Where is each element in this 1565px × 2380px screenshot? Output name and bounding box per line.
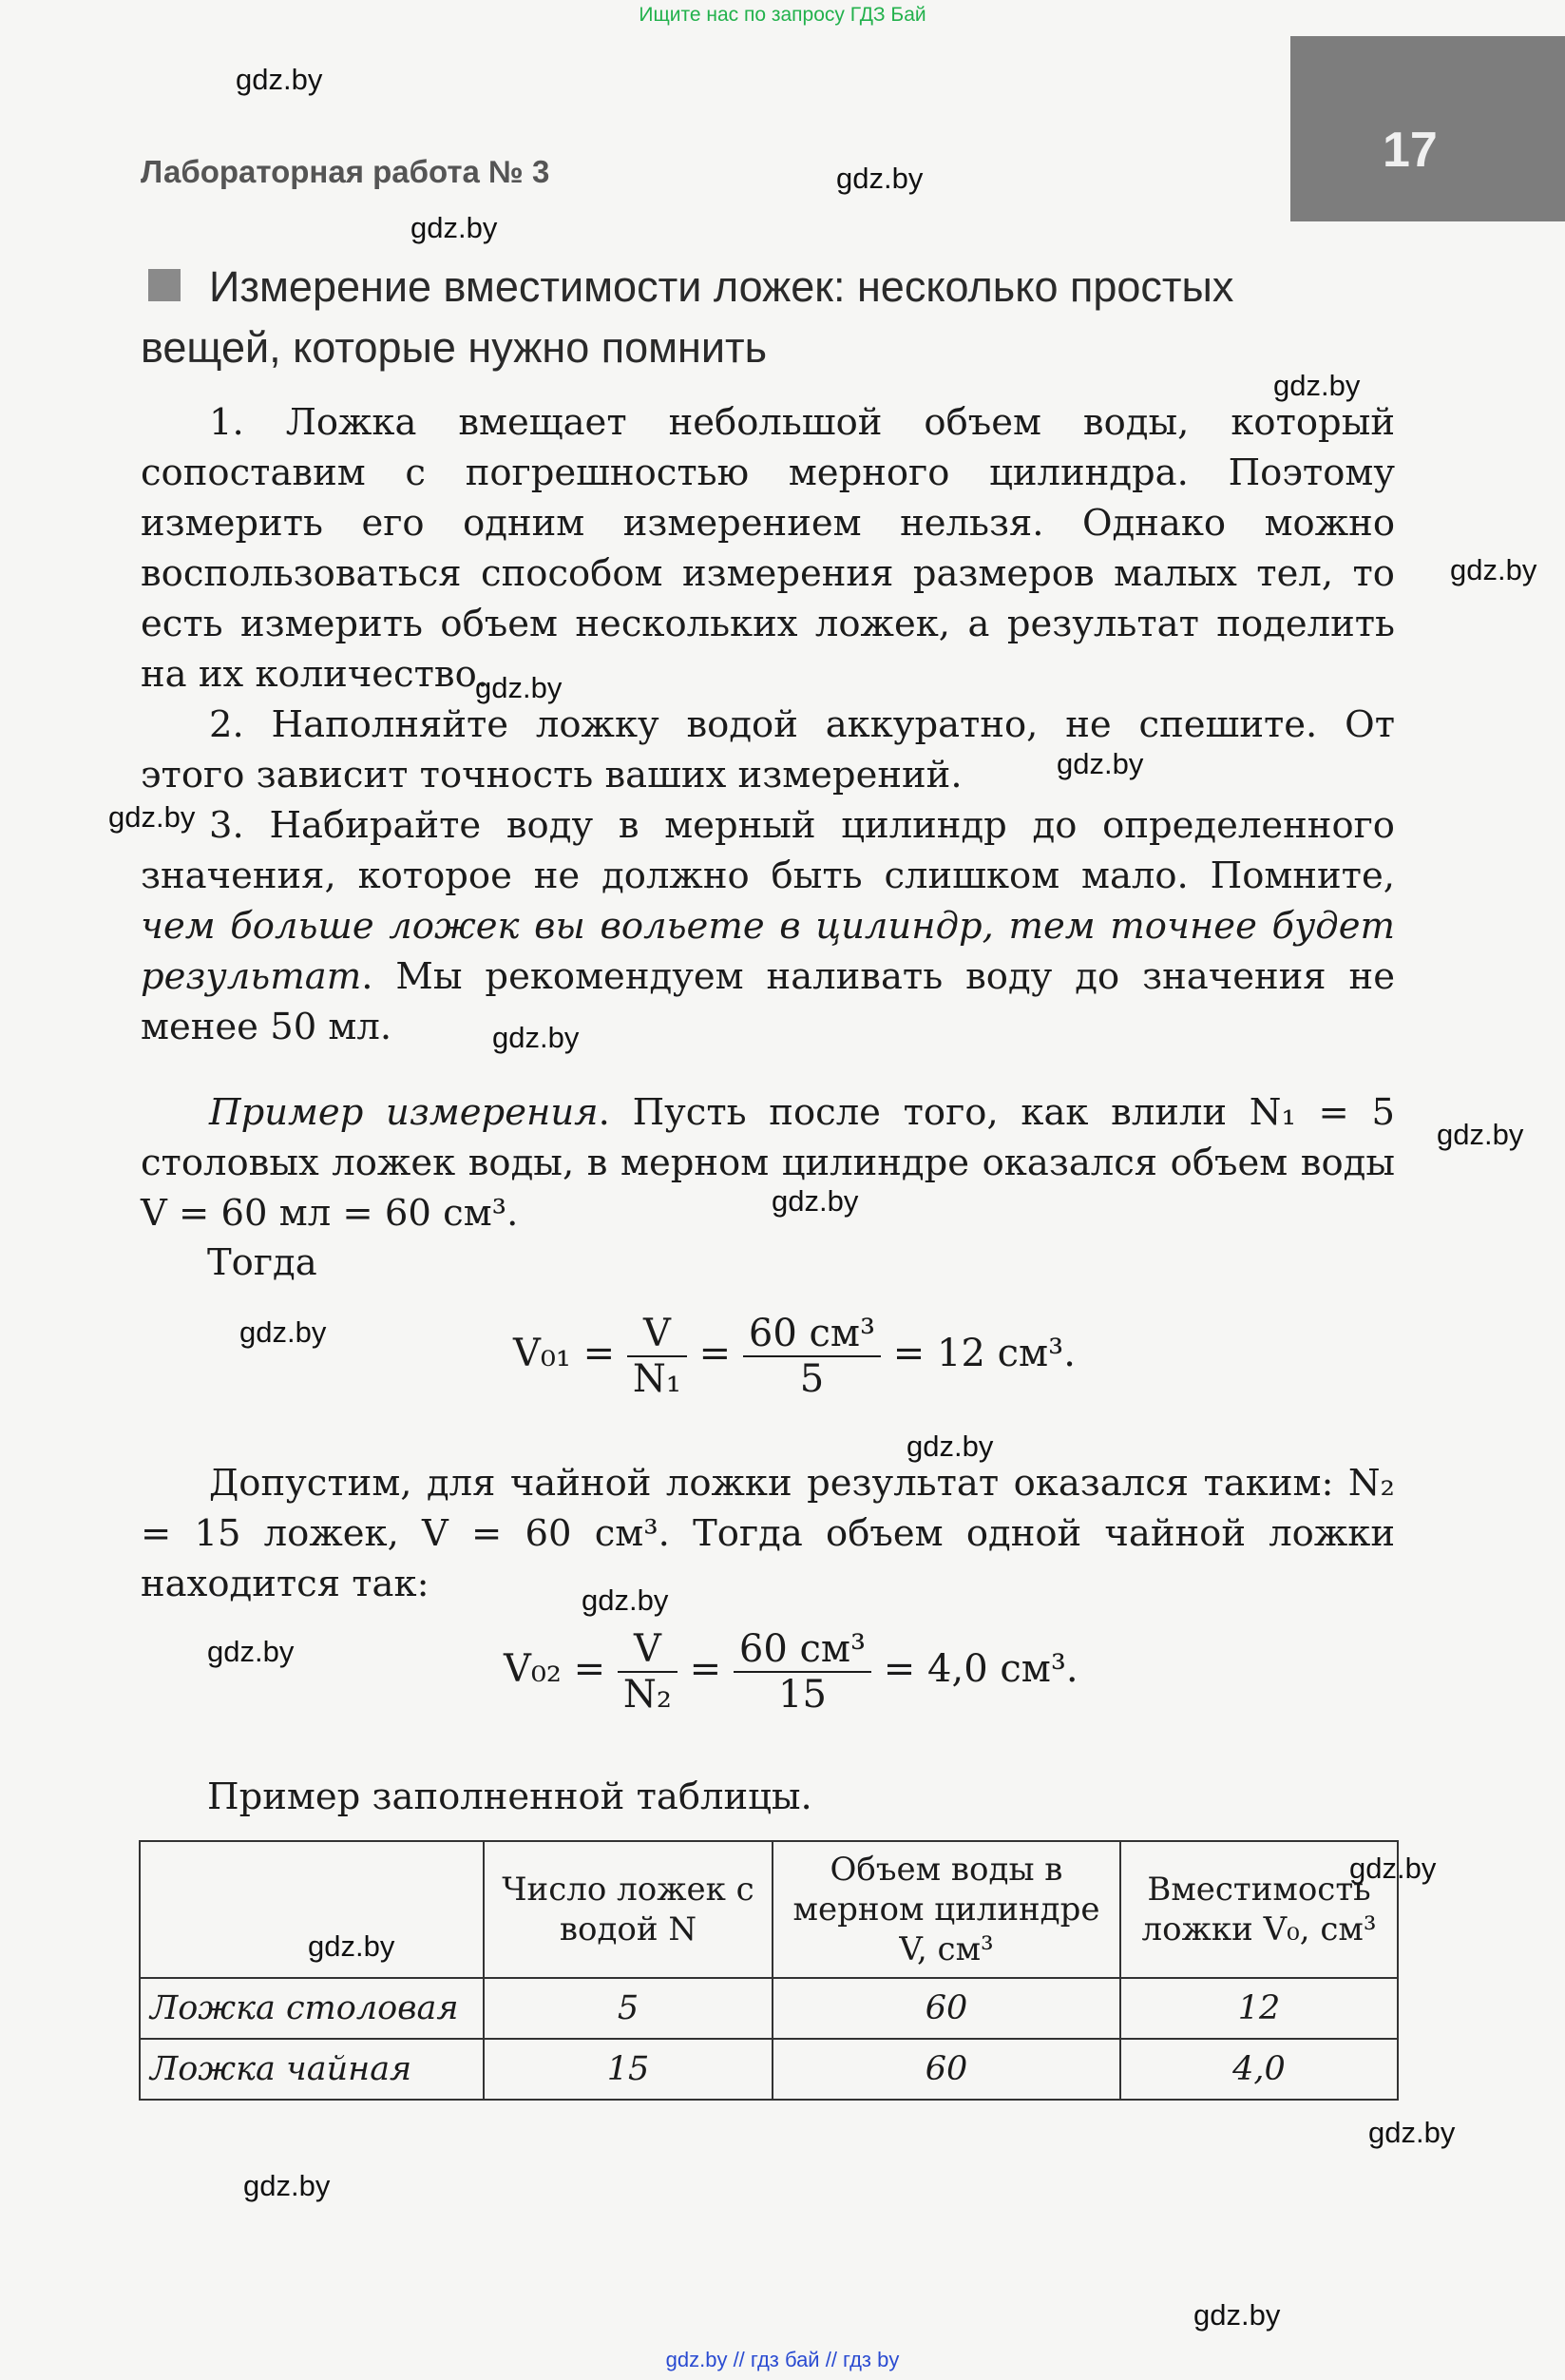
formula-1-fraction-b: [743, 1312, 881, 1401]
watermark: gdz.by: [907, 1430, 994, 1463]
formula-2-fraction-a: [618, 1627, 678, 1717]
table-header-cell: Объем воды в мерном цилиндре V, см³: [773, 1841, 1120, 1978]
teaspoon-paragraph: Допустим, для чайной ложки результат оказался таким: N₂ = 15 ложек, V = 60 см³. Тогда объем одной чайной ложки находится так:: [141, 1462, 1395, 1605]
formula-teaspoon: V₀₂ = $\frac{V}{\text{N₂}}$ = $\frac{\text{60 см³}}{15}$ = 4,0 см³.: [504, 1627, 1078, 1717]
watermark: gdz.by: [582, 1583, 669, 1617]
formula-2-den-b: 15: [778, 1673, 827, 1717]
tip-3-start: 3. Набирайте воду в мерный цилиндр до определенного значения, которое не должно быть слишком мало. Помните,: [141, 804, 1395, 897]
table-row: [140, 1978, 1398, 2039]
formula-1-den-a: N₁: [632, 1357, 681, 1401]
table-header-row: [140, 1841, 1398, 1978]
example-then: Тогда: [207, 1241, 317, 1284]
watermark: gdz.by: [1450, 553, 1537, 586]
table-cell: 60: [773, 2039, 1120, 2100]
formula-1-rhs: = 12 см³.: [892, 1332, 1076, 1375]
formula-1-den-b: 5: [799, 1357, 825, 1401]
watermark: gdz.by: [308, 1929, 395, 1963]
formula-2-den-a: N₂: [622, 1673, 672, 1717]
formula-1-fraction-a: [627, 1312, 687, 1401]
example-label: Пример измерения: [209, 1091, 599, 1134]
tip-1: 1. Ложка вмещает небольшой объем воды, который сопоставим с погрешностью мерного цилиндра. Поэтому измерить его одним измерением нельзя. Однако можно воспользоваться способом измерения размеров малых тел, то есть измерить объем нескольких ложек, а результат поделить на их количество.: [141, 401, 1395, 696]
formula-2-rhs: = 4,0 см³.: [883, 1647, 1078, 1691]
watermark: gdz.by: [836, 162, 924, 195]
table-cell: 60: [773, 1978, 1120, 2039]
formula-1-num-a: V: [627, 1312, 687, 1357]
running-header: Лабораторная работа № 3: [141, 154, 550, 189]
tip-3-emphasis: чем больше ложек вы вольете в цилиндр, тем точнее будет результат: [141, 905, 1395, 998]
formula-tablespoon: V₀₁ = $\frac{V}{\text{N₁}}$ = $\frac{\text{60 см³}}{5}$ = 12 см³.: [513, 1312, 1076, 1401]
formula-2-fraction-b: [734, 1627, 871, 1717]
formula-2-lhs: V₀₂ =: [504, 1647, 606, 1691]
table-cell: 12: [1120, 1978, 1398, 2039]
watermark: gdz.by: [108, 800, 196, 834]
bottom-note[interactable]: gdz.by // гдз бай // гдз by: [665, 2348, 900, 2371]
example-paragraph: [141, 1087, 1395, 1238]
formula-2-num-b: 60 см³: [734, 1627, 871, 1673]
table-cell: 15: [484, 2039, 773, 2100]
watermark: gdz.by: [1273, 369, 1361, 402]
watermark: gdz.by: [1057, 747, 1144, 780]
table-cell: Ложка столовая: [140, 1978, 484, 2039]
results-table: [139, 1840, 1399, 2101]
watermark: gdz.by: [1193, 2298, 1281, 2332]
tip-3-end: . Мы рекомендуем наливать воду до значения не менее 50 мл.: [141, 955, 1395, 1048]
formula-1-lhs: V₀₁ =: [513, 1332, 616, 1375]
table-header-cell: Число ложек с водой N: [484, 1841, 773, 1978]
example-text: . Пусть после того, как влили N₁ = 5 столовых ложек воды, в мерном цилиндре оказался объем воды V = 60 мл = 60 см³.: [141, 1091, 1396, 1235]
watermark: gdz.by: [1368, 2116, 1456, 2149]
watermark: gdz.by: [207, 1635, 295, 1668]
watermark: gdz.by: [1437, 1118, 1524, 1151]
watermark: gdz.by: [475, 671, 563, 704]
table-row: [140, 2039, 1398, 2100]
watermark: gdz.by: [492, 1021, 580, 1054]
table-cell: 4,0: [1120, 2039, 1398, 2100]
watermark: gdz.by: [772, 1184, 859, 1218]
section-title: Измерение вместимости ложек: несколько простых вещей, которые нужно помнить: [141, 262, 1234, 372]
formula-1-num-b: 60 см³: [743, 1312, 881, 1357]
table-header-cell: Вместимость ложки V₀, см³: [1120, 1841, 1398, 1978]
watermark: gdz.by: [1349, 1852, 1437, 1885]
page-number: 17: [1383, 123, 1438, 178]
watermark: gdz.by: [239, 1315, 327, 1349]
formula-2-num-a: V: [618, 1627, 678, 1673]
watermark: gdz.by: [243, 2169, 331, 2202]
table-header-cell: [140, 1841, 484, 1978]
tip-3: [141, 800, 1395, 1052]
watermark: gdz.by: [410, 211, 498, 244]
table-cell: 5: [484, 1978, 773, 2039]
tip-2: 2. Наполняйте ложку водой аккуратно, не спешите. От этого зависит точность ваших измерений.: [141, 703, 1395, 797]
table-cell: Ложка чайная: [140, 2039, 484, 2100]
top-note[interactable]: Ищите нас по запросу ГДЗ Бай: [639, 4, 926, 26]
watermark: gdz.by: [236, 63, 323, 96]
table-intro: Пример заполненной таблицы.: [207, 1775, 812, 1818]
